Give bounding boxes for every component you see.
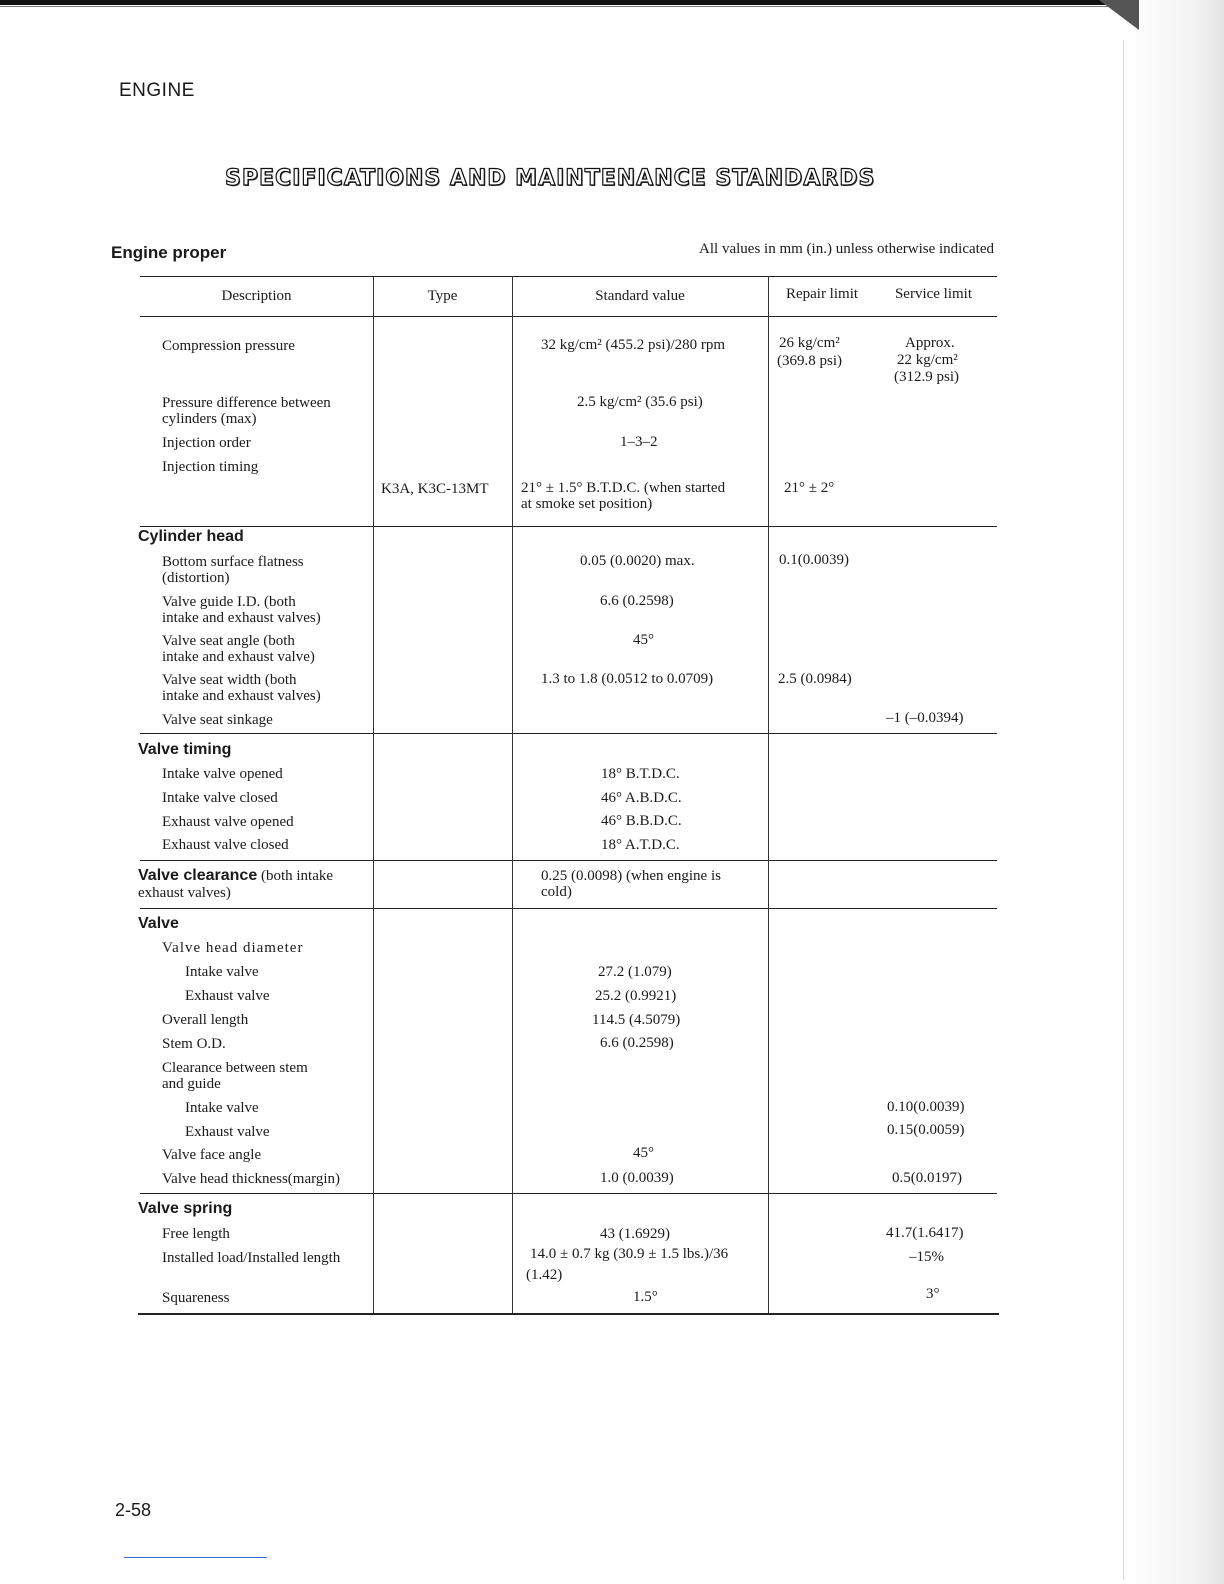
desc-clearance-2: and guide	[162, 1076, 221, 1092]
desc-valve-clearance	[138, 868, 333, 884]
std-compression: 32 kg/cm² (455.2 psi)/280 rpm	[541, 337, 726, 353]
group-valve-spring: Valve spring	[138, 1200, 233, 1217]
desc-overall-length: Overall length	[162, 1012, 249, 1028]
repair-compression-2: (369.8 psi)	[777, 353, 842, 369]
service-margin: 0.5(0.0197)	[892, 1170, 962, 1186]
page-title: SPECIFICATIONS AND MAINTENANCE STANDARDS	[225, 166, 876, 191]
std-overall-length: 114.5 (4.5079)	[592, 1012, 681, 1028]
desc-head-diameter: Valve head diameter	[162, 940, 304, 956]
top-rule-thin	[0, 6, 1140, 7]
repair-injection-timing: 21° ± 2°	[784, 480, 835, 496]
group-valve: Valve	[138, 915, 179, 932]
desc-compression: Compression pressure	[162, 338, 295, 354]
repair-flatness: 0.1(0.0039)	[779, 552, 849, 568]
std-flatness: 0.05 (0.0020) max.	[580, 553, 695, 569]
page-number: 2-58	[115, 1500, 152, 1520]
col-header-service: Service limit	[894, 286, 973, 302]
col-divider	[373, 276, 374, 1313]
desc-cl-exhaust: Exhaust valve	[185, 1124, 270, 1140]
std-injection-timing-2: at smoke set position)	[521, 496, 653, 512]
desc-timing-item: Exhaust valve opened	[162, 814, 294, 830]
std-seat-width: 1.3 to 1.8 (0.0512 to 0.0709)	[541, 671, 714, 687]
std-valve-clearance-2: cold)	[541, 884, 572, 900]
desc-timing-item: Intake valve closed	[162, 790, 278, 806]
desc-installed: Installed load/Installed length	[162, 1250, 341, 1266]
desc-flatness-2: (distortion)	[162, 570, 230, 586]
type-injection-timing: K3A, K3C-13MT	[381, 481, 489, 497]
desc-face-angle: Valve face angle	[162, 1147, 262, 1163]
row-rule	[140, 733, 997, 734]
std-valve-clearance-1: 0.25 (0.0098) (when engine is	[541, 868, 721, 884]
repair-compression-1: 26 kg/cm²	[779, 335, 840, 351]
desc-valve-clearance-2: exhaust valves)	[138, 885, 231, 901]
desc-cl-intake: Intake valve	[185, 1100, 259, 1116]
desc-pressure-diff-2: cylinders (max)	[162, 411, 257, 427]
std-free-length: 43 (1.6929)	[600, 1226, 670, 1242]
desc-seat-width-2: intake and exhaust valves)	[162, 688, 321, 704]
binding-crease	[1123, 40, 1124, 1580]
col-divider	[512, 276, 513, 1313]
std-margin: 1.0 (0.0039)	[600, 1170, 674, 1186]
desc-injection-order: Injection order	[162, 435, 251, 451]
col-header-standard: Standard value	[595, 288, 685, 304]
desc-seat-angle-1: Valve seat angle (both	[162, 633, 295, 649]
desc-seat-width-1: Valve seat width (both	[162, 672, 297, 688]
std-pressure-diff: 2.5 kg/cm² (35.6 psi)	[577, 394, 703, 410]
desc-free-length: Free length	[162, 1226, 230, 1242]
desc-exhaust-valve: Exhaust valve	[185, 988, 270, 1004]
row-rule	[140, 908, 997, 909]
col-header-repair: Repair limit	[785, 286, 859, 302]
std-face-angle: 45°	[633, 1145, 654, 1161]
std-squareness: 1.5°	[633, 1289, 658, 1305]
service-free-length: 41.7(1.6417)	[886, 1225, 964, 1241]
group-valve-timing: Valve timing	[138, 741, 232, 758]
std-timing-item: 46° A.B.D.C.	[601, 790, 682, 806]
section-header: ENGINE	[119, 80, 195, 101]
desc-seat-angle-2: intake and exhaust valve)	[162, 649, 315, 665]
repair-seat-width: 2.5 (0.0984)	[778, 671, 852, 687]
std-timing-item: 18° B.T.D.C.	[601, 766, 680, 782]
std-timing-item: 18° A.T.D.C.	[601, 837, 680, 853]
desc-squareness: Squareness	[162, 1290, 230, 1306]
desc-stem-od: Stem O.D.	[162, 1036, 226, 1052]
col-header-type: Type	[427, 288, 458, 304]
row-rule	[140, 1193, 997, 1194]
std-seat-angle: 45°	[633, 632, 654, 648]
std-installed-1: 14.0 ± 0.7 kg (30.9 ± 1.5 lbs.)/36	[530, 1246, 729, 1262]
desc-guide-id-1: Valve guide I.D. (both	[162, 594, 296, 610]
group-valve-clearance: Valve clearance	[138, 867, 258, 884]
desc-valve-clearance-rest: (both intake	[257, 868, 334, 884]
subsection-title: Engine proper	[111, 243, 227, 262]
service-compression-2: 22 kg/cm²	[897, 352, 958, 368]
service-compression-1: Approx.	[905, 335, 955, 351]
service-compression-3: (312.9 psi)	[894, 369, 959, 385]
table-bottom-rule	[138, 1313, 999, 1315]
desc-margin: Valve head thickness(margin)	[162, 1171, 341, 1187]
col-divider	[768, 276, 769, 1313]
desc-guide-id-2: intake and exhaust valves)	[162, 610, 321, 626]
units-note: All values in mm (in.) unless otherwise indicated	[699, 241, 994, 257]
std-installed-2: (1.42)	[526, 1267, 563, 1283]
service-squareness: 3°	[926, 1286, 940, 1302]
std-exhaust-valve: 25.2 (0.9921)	[595, 988, 677, 1004]
std-stem-od: 6.6 (0.2598)	[600, 1035, 674, 1051]
desc-seat-sinkage: Valve seat sinkage	[162, 712, 273, 728]
std-injection-timing-1: 21° ± 1.5° B.T.D.C. (when started	[521, 480, 726, 496]
std-guide-id: 6.6 (0.2598)	[600, 593, 674, 609]
service-installed: –15%	[909, 1249, 944, 1265]
table-top-rule	[140, 276, 997, 277]
desc-injection-timing: Injection timing	[162, 459, 259, 475]
desc-timing-item: Intake valve opened	[162, 766, 283, 782]
service-seat-sinkage: –1 (–0.0394)	[886, 710, 964, 726]
desc-pressure-diff-1: Pressure difference between	[162, 395, 331, 411]
service-cl-intake: 0.10(0.0039)	[887, 1099, 965, 1115]
desc-timing-item: Exhaust valve closed	[162, 837, 289, 853]
col-header-description: Description	[221, 288, 292, 304]
group-cylinder-head: Cylinder head	[138, 528, 244, 545]
binding-shadow	[1099, 0, 1139, 30]
footer-rule	[124, 1557, 267, 1558]
std-intake-valve: 27.2 (1.079)	[598, 964, 672, 980]
service-cl-exhaust: 0.15(0.0059)	[887, 1122, 965, 1138]
desc-flatness-1: Bottom surface flatness	[162, 554, 304, 570]
desc-clearance-1: Clearance between stem	[162, 1060, 308, 1076]
header-rule	[140, 316, 997, 317]
std-injection-order: 1–3–2	[620, 434, 658, 450]
page-binding-edge	[1124, 0, 1224, 1584]
std-timing-item: 46° B.B.D.C.	[601, 813, 682, 829]
desc-intake-valve: Intake valve	[185, 964, 259, 980]
top-rule	[0, 0, 1140, 5]
row-rule	[140, 526, 997, 527]
row-rule	[140, 860, 997, 861]
